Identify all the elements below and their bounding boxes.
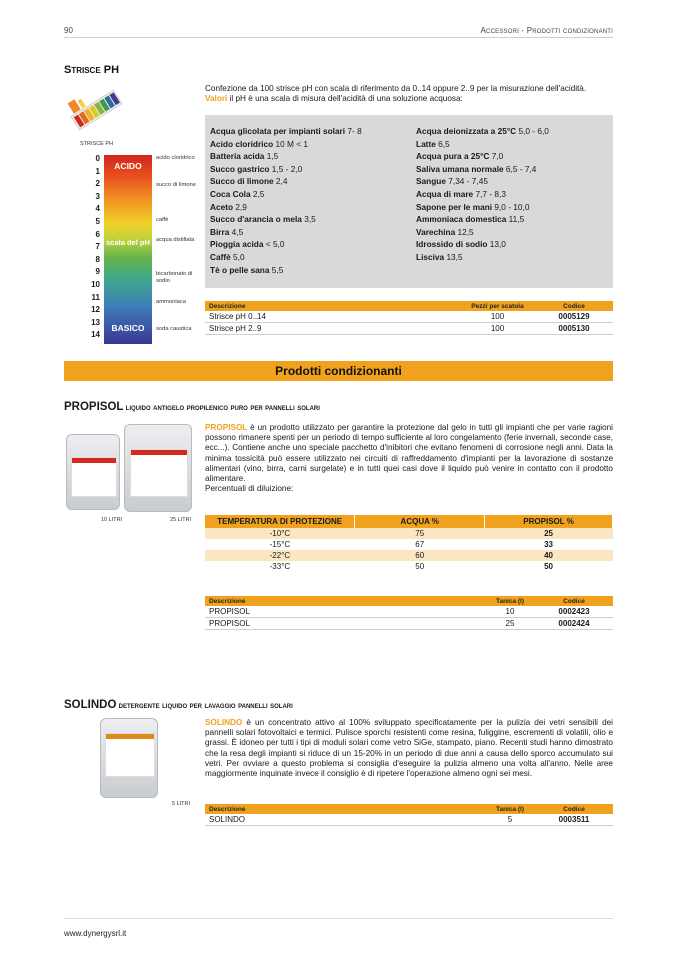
ph-number: 6 xyxy=(95,229,100,239)
col-propisol: PROPISOL % xyxy=(485,515,613,528)
ph-number: 4 xyxy=(95,204,100,214)
ph-number: 14 xyxy=(91,330,100,340)
ph-number: 13 xyxy=(91,317,100,327)
ph-list-item: Acqua pura a 25°C 7,0 xyxy=(416,151,504,162)
ph-number: 10 xyxy=(91,279,100,289)
propisol-10l-image xyxy=(66,434,120,510)
ph-list-item: Sapone per le mani 9,0 - 10,0 xyxy=(416,201,530,212)
strisce-title: Strisce PH xyxy=(64,64,120,76)
section-banner: Prodotti condizionanti xyxy=(64,361,613,381)
ph-list-item: Caffè 5,0 xyxy=(210,251,245,262)
ph-left-list xyxy=(210,125,410,276)
ph-right-list xyxy=(416,125,611,264)
solindo-description: SOLINDO è un concentrato attivo al 100% sviluppato specificatamente per la pulizia dei vetri sensibili dei pannelli solari fotovoltaici e termici. Pulisce sporchi resistenti come resina, fuliggine, escrementi di volatili, olio e grassi. È idoneo per tutti i tipi di moduli solari come vetro SiGe, stampato, piano. Recenti studi hanno dimostrato che la resa degli impianti si riduce di un 15-20% in un periodo di due anni a causa dello sporco accumulato sui vetri. Per ovviare a questo problema si consiglia d'eseguire la pulizia almeno una volta all'anno. Nelle aree maggiormente inquinate invece il consiglio è di ripetere l'operazione almeno ogni sei mesi. xyxy=(205,718,613,779)
ph-number: 0 xyxy=(95,154,100,163)
ph-list-item: Birra 4,5 xyxy=(210,226,244,237)
col-descrizione: Descrizione xyxy=(205,804,485,814)
ph-number: 1 xyxy=(95,166,100,176)
solindo-title: SOLINDO detergente liquido per lavaggio pannelli solari xyxy=(64,699,293,711)
propisol-product-table xyxy=(205,596,613,630)
scale-label-1: succo di limone xyxy=(156,182,196,188)
ph-list-item: Sangue 7,34 - 7,45 xyxy=(416,176,488,187)
ph-list-item: Tè o pelle sana 5,5 xyxy=(210,264,284,275)
table-row: -33°C 50 50 xyxy=(269,562,554,571)
page-footer xyxy=(64,918,613,938)
ph-number: 3 xyxy=(95,191,100,201)
scale-mid-label: scala del pH xyxy=(106,238,150,247)
scale-label-3: acqua distillata xyxy=(156,237,195,243)
caption-10l: 10 LITRI xyxy=(101,517,123,523)
ph-list-item: Varechina 12,5 xyxy=(416,226,474,237)
ph-list-item: Succo gastrico 1,5 - 2,0 xyxy=(210,163,303,174)
ph-list-item: Coca Cola 2,5 xyxy=(210,188,265,199)
table-row: -10°C 75 25 xyxy=(205,528,613,539)
strisce-intro: Confezione da 100 strisce pH con scala di riferimento da 0..14 oppure 2..9 per la misurazione dell'acidità. Valori il pH è una scala di misura dell'acidità di una soluzione acquosa: xyxy=(205,84,587,104)
page-number: 90 xyxy=(64,26,73,35)
ph-list-item: Idrossido di sodio 13,0 xyxy=(416,239,506,250)
ph-list-item: Acqua di mare 7,7 - 8,3 xyxy=(416,188,506,199)
table-row: -22°C 60 40 xyxy=(205,550,613,561)
ph-list-item: Lisciva 13,5 xyxy=(416,251,463,262)
ph-list-item: Acqua deionizzata a 25°C 5,0 - 6,0 xyxy=(416,126,549,136)
dilution-table xyxy=(205,515,613,572)
ph-list-item: Latte 6,5 xyxy=(416,138,450,149)
caption-5l: 5 LITRI xyxy=(172,801,191,807)
scale-label-6: soda caustica xyxy=(156,326,192,332)
col-codice: Codice xyxy=(535,301,613,311)
col-pezzi: Pezzi per scatola xyxy=(460,301,535,311)
ph-number: 9 xyxy=(95,267,100,277)
ph-list-item: Acqua glicolata per impianti solari 7- 8 xyxy=(210,126,362,136)
scale-label-0: acido cloridrico xyxy=(156,155,195,161)
col-tanica: Tanica (l) xyxy=(485,596,535,606)
ph-list-item: Aceto 2,9 xyxy=(210,201,247,212)
ph-list-item: Succo di limone 2,4 xyxy=(210,176,288,187)
ph-number: 7 xyxy=(95,242,100,252)
ph-number: 2 xyxy=(95,179,100,189)
caption-25l: 25 LITRI xyxy=(170,517,192,523)
ph-strips-image xyxy=(66,84,128,138)
basico-label: BASICO xyxy=(111,323,145,333)
ph-number: 12 xyxy=(91,305,100,315)
table-row: SOLINDO 5 0003511 xyxy=(205,814,613,826)
strips-caption: STRISCE PH xyxy=(80,141,114,147)
strisce-product-table xyxy=(205,301,613,335)
ph-list-item: Saliva umana normale 6,5 - 7,4 xyxy=(416,163,537,174)
solindo-5l-image xyxy=(100,718,158,798)
table-row: PROPISOL 25 0002424 xyxy=(205,618,613,630)
website-link[interactable]: www.dynergysrl.it xyxy=(64,929,127,938)
valori-word: Valori xyxy=(205,94,228,104)
propisol-title: PROPISOL liquido antigelo propilenico puro per pannelli solari xyxy=(64,401,320,413)
solindo-product-table xyxy=(205,804,613,826)
col-codice: Codice xyxy=(535,804,613,814)
table-row: PROPISOL 10 0002423 xyxy=(205,606,613,618)
ph-number: 5 xyxy=(95,216,100,226)
acido-label: ACIDO xyxy=(114,161,142,171)
section-breadcrumb: Accessori - Prodotti condizionanti xyxy=(480,26,613,35)
ph-list-item: Batteria acida 1,5 xyxy=(210,151,279,162)
table-row: Strisce pH 2..9 100 0005130 xyxy=(205,323,613,335)
col-acqua: ACQUA % xyxy=(355,515,485,528)
ph-list-item: Succo d'arancia o mela 3,5 xyxy=(210,214,316,225)
ph-scale-bar xyxy=(104,155,152,344)
scale-label-5: ammoniaca xyxy=(156,299,186,305)
col-temperatura: TEMPERATURA DI PROTEZIONE xyxy=(205,515,355,528)
ph-list-item: Pioggia acida < 5,0 xyxy=(210,239,285,250)
ph-number: 8 xyxy=(95,254,100,264)
ph-scale-numbers xyxy=(84,153,100,342)
col-tanica: Tanica (l) xyxy=(485,804,535,814)
table-row: -15°C 67 33 xyxy=(269,540,554,549)
ph-list-item: Ammoniaca domestica 11,5 xyxy=(416,214,525,225)
ph-list-item: Acido cloridrico 10 M < 1 xyxy=(210,138,308,149)
table-row: Strisce pH 0..14 100 0005129 xyxy=(205,311,613,323)
scale-label-2: caffè xyxy=(156,217,169,223)
scale-label-4: bicarbonato di sodio xyxy=(156,271,193,284)
page-header xyxy=(64,24,613,38)
ph-number: 11 xyxy=(91,292,100,302)
col-descrizione: Descrizione xyxy=(205,596,485,606)
ph-values-box xyxy=(205,115,613,288)
propisol-description: PROPISOL è un prodotto utilizzato per garantire la protezione dal gelo in tutti gli impianti che per varie ragioni possono rimanere spenti per un periodo di tempo sufficiente al loro congelamento (ferie invernali, seconde case, ecc...). Contiene anche uno speciale pacchetto d'inibitori che evitano fenomeni di corrosione negli anni. Data la minima tossicità può essere utilizzato nei circuiti di raffreddamento d'impianti per la lavorazione di sostanze alimentari (vino, birra, carni surgelate) e in tutti quei casi dove il liquido può venire in contatto con il prodotto alimentare. Percentuali di diluizione: xyxy=(205,423,613,494)
col-codice: Codice xyxy=(535,596,613,606)
col-descrizione: Descrizione xyxy=(205,301,460,311)
propisol-25l-image xyxy=(124,424,192,512)
